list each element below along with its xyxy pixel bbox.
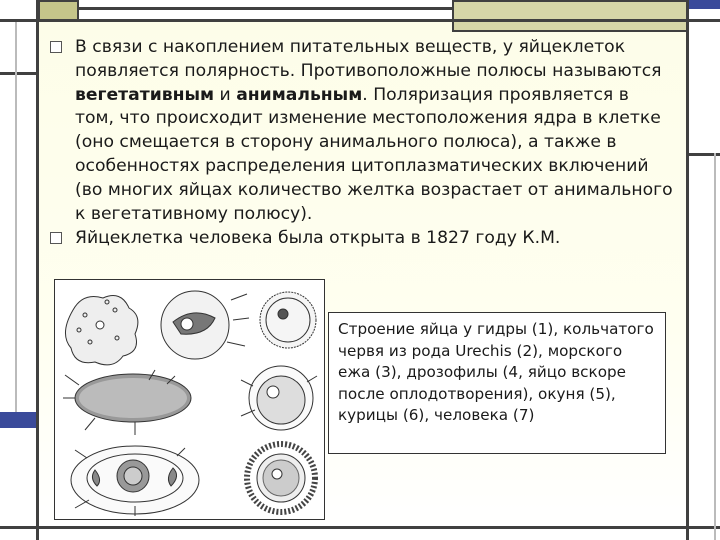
p1-text-start: В связи с накоплением питательных веществ, у яйцеклеток появляется полярность. Противоположные полюсы называются: [75, 37, 662, 81]
urechis-egg-drawing: [161, 291, 249, 359]
egg-drawings: [55, 280, 324, 519]
drosophila-egg-drawing: [63, 370, 191, 435]
figure-caption-box: [328, 312, 666, 454]
top-right-green-block: [452, 0, 688, 32]
frame-line-bottom: [0, 526, 720, 529]
human-egg-drawing: [247, 444, 315, 512]
main-text: [48, 36, 673, 251]
p1-text-and: и: [214, 84, 237, 105]
chicken-egg-drawing: [71, 446, 199, 516]
paragraph-discovery: [48, 227, 673, 251]
square-bullet-icon: [50, 232, 62, 244]
left-blue-block: [0, 412, 38, 428]
frame-line-left-2: [15, 22, 17, 412]
right-blue-block: [688, 0, 720, 9]
term-vegetative: вегетативным: [75, 84, 215, 105]
frame-line-right-2: [714, 153, 716, 540]
p2-text: Яйцеклетка человека была открыта в 1827 году К.М.: [75, 228, 561, 249]
frame-line-top: [0, 19, 720, 22]
figure-caption-text: Строение яйца у гидры (1), кольчатого червя из рода Urechis (2), морского ежа (3), дрозофилы (4, яйцо вскоре после оплодотворения), окуня (5), курицы (6), человека (7): [338, 320, 654, 424]
frame-line-mid-left: [0, 72, 38, 75]
frame-line-top-2: [79, 7, 452, 10]
p1-text-end: . Поляризация проявляется в том, что происходит изменение местоположения ядра в клетке (оно смещается в сторону анимального полюса), а также в особенностях распределения цитоплазматических включений (во многих яйцах количество желтка возрастает от анимального к вегетативному полюсу).: [75, 84, 673, 224]
square-bullet-icon: [50, 41, 62, 53]
sea-urchin-egg-drawing: [260, 292, 316, 348]
paragraph-polarity: [48, 36, 673, 226]
frame-line-left: [36, 0, 39, 540]
frame-line-right: [686, 0, 689, 540]
term-animal: анимальным: [236, 84, 363, 105]
egg-structure-figure: [54, 279, 325, 520]
hydra-egg-drawing: [65, 296, 137, 365]
perch-egg-drawing: [241, 366, 317, 430]
